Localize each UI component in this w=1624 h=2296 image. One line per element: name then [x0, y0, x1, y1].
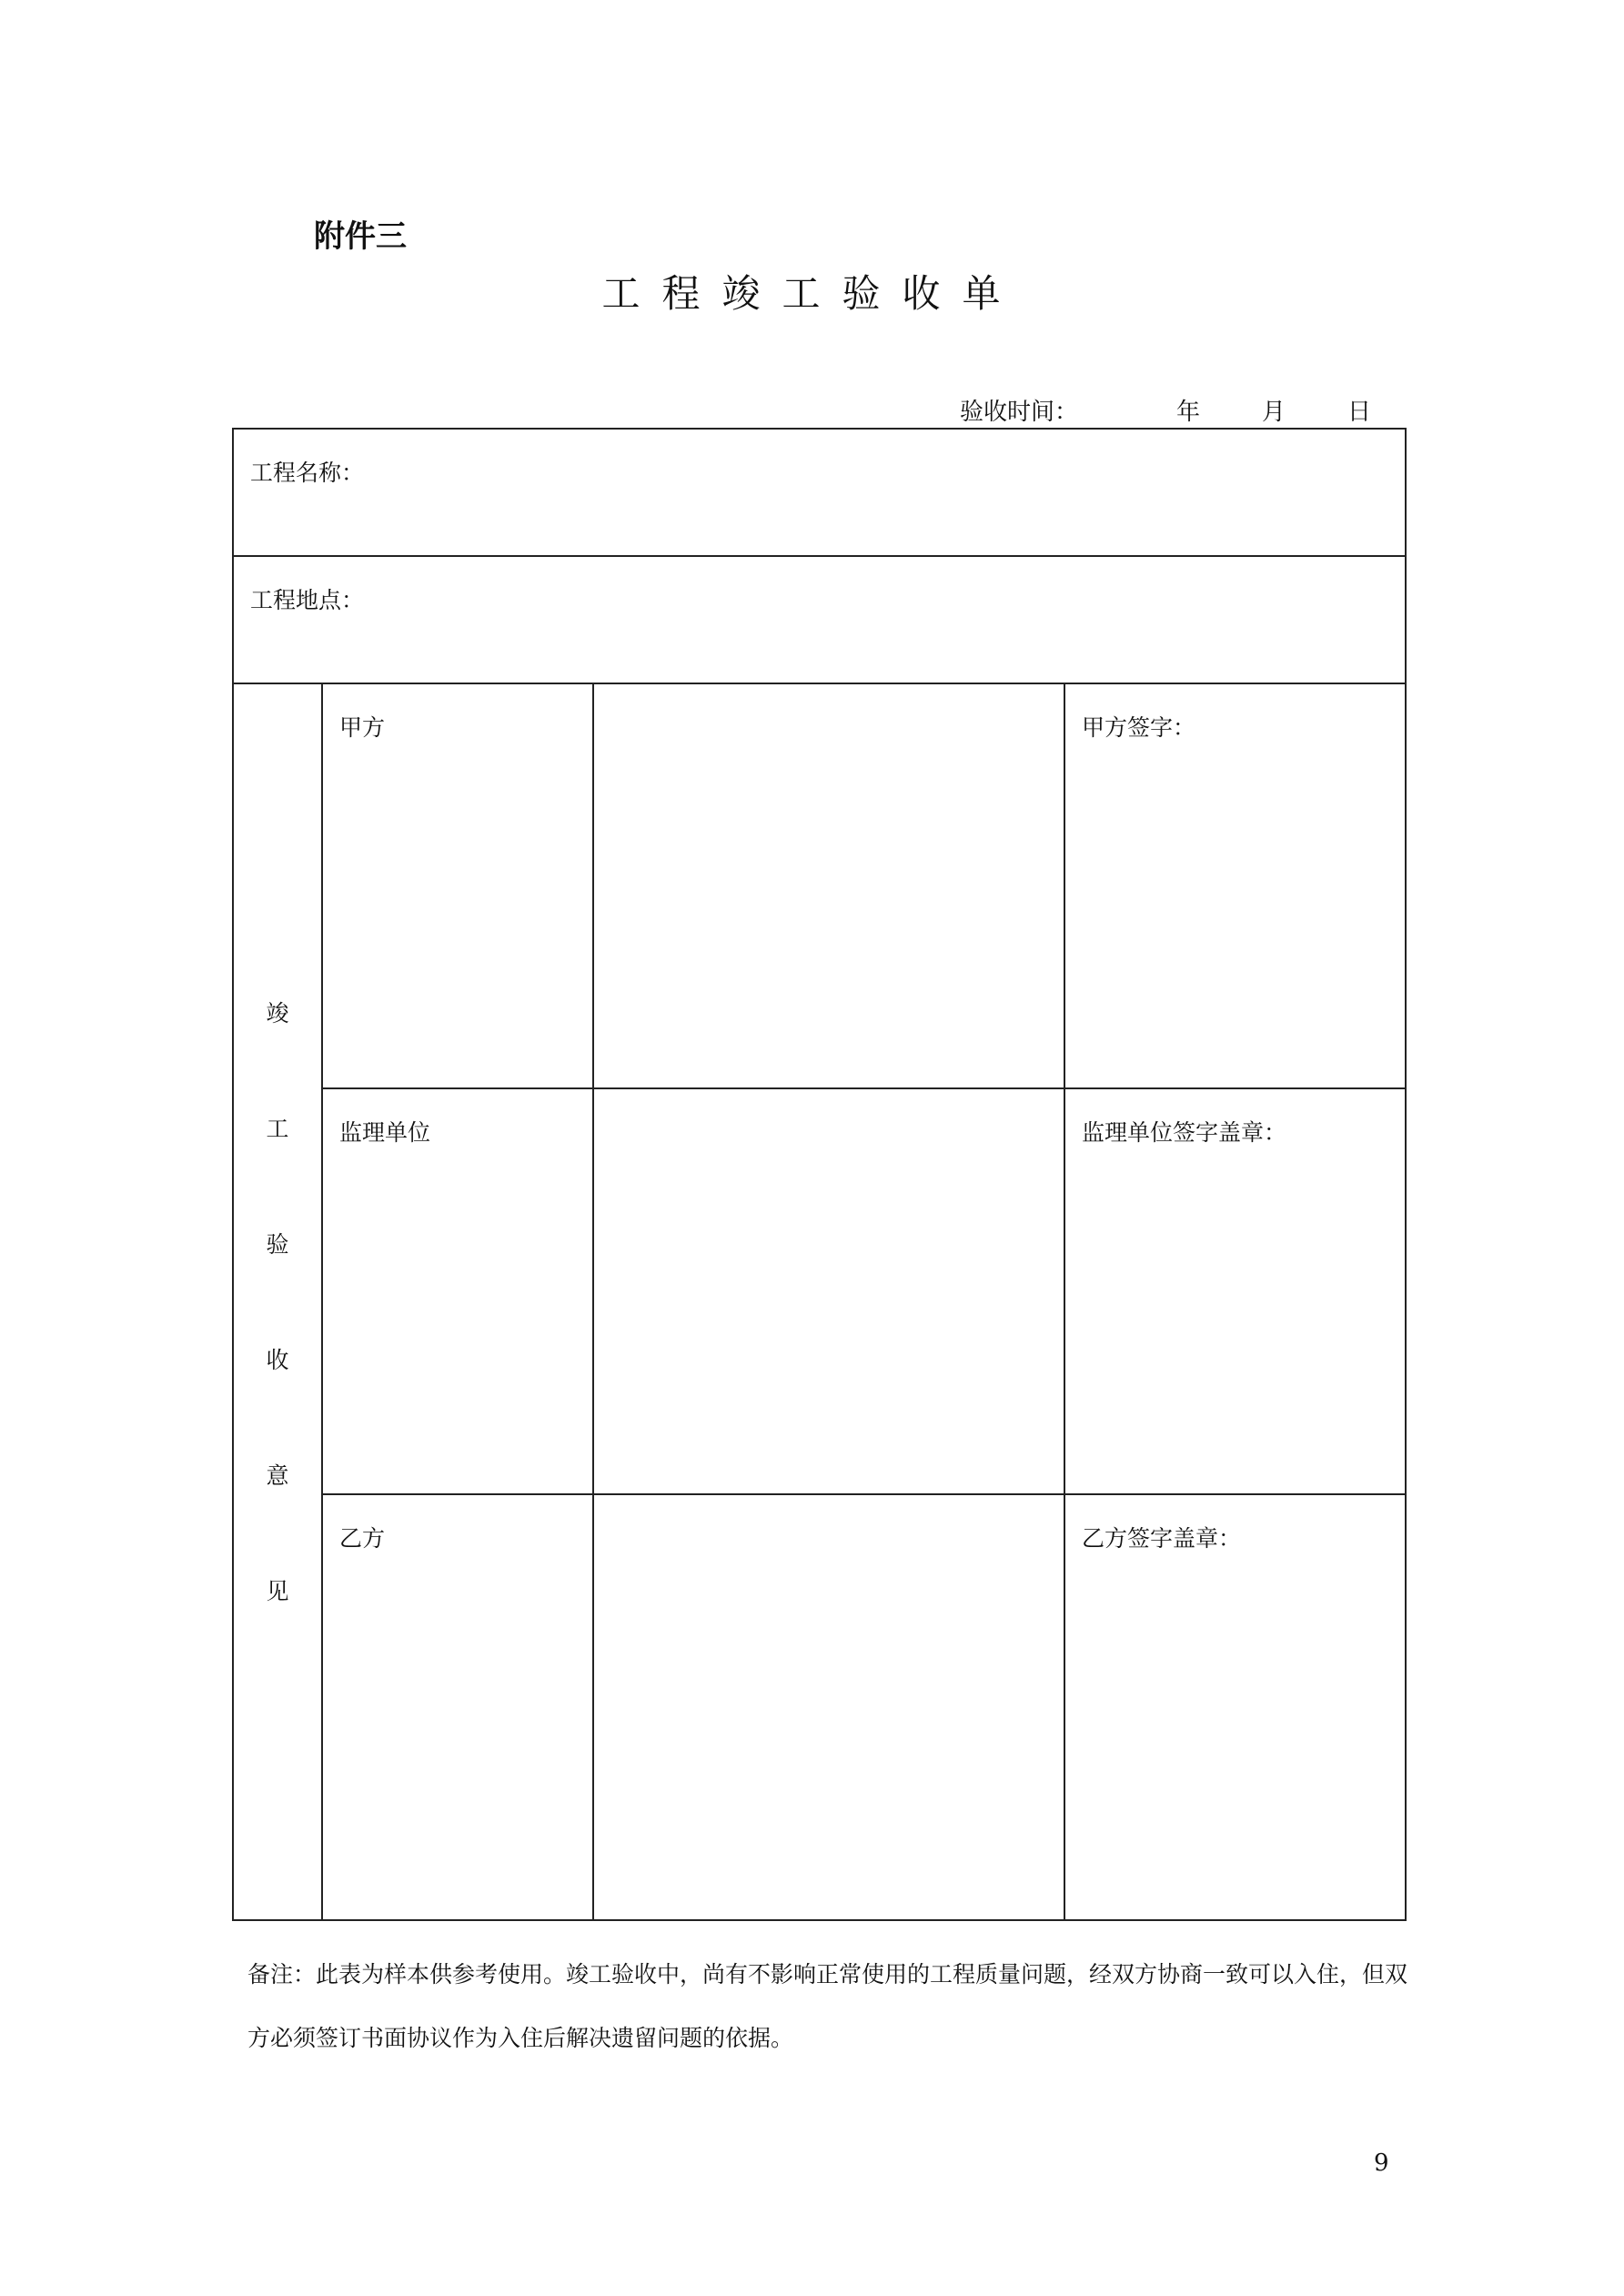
remarks-note: 备注：此表为样本供参考使用。竣工验收中，尚有不影响正常使用的工程质量问题，经双方协商一致可以入住，但双方必须签订书面协议作为入住后解决遗留问题的依据。	[247, 1961, 1408, 2051]
section-label-char: 验	[266, 1230, 289, 1258]
party-a-signature-cell[interactable]	[1064, 683, 1406, 1088]
acceptance-opinion-section-label	[233, 683, 322, 1920]
party-a-signature-label: 甲方签字：	[1082, 714, 1196, 741]
project-location-row	[233, 556, 1406, 683]
party-b-label: 乙方	[339, 1525, 386, 1552]
year-label: 年	[1175, 399, 1200, 426]
party-b-opinion-cell[interactable]	[593, 1494, 1064, 1920]
party-a-opinion-cell[interactable]	[593, 683, 1064, 1088]
month-label: 月	[1261, 399, 1286, 426]
project-location-label: 工程地点：	[250, 587, 365, 613]
party-a-label-cell	[322, 683, 593, 1088]
party-a-label: 甲方	[339, 714, 386, 741]
section-label-char: 工	[266, 1115, 289, 1142]
day-label: 日	[1347, 399, 1371, 426]
project-location-cell[interactable]	[233, 556, 1406, 683]
supervisor-signature-cell[interactable]	[1064, 1088, 1406, 1494]
party-b-label-cell	[322, 1494, 593, 1920]
section-label-char: 意	[266, 1462, 289, 1489]
acceptance-form-table	[232, 428, 1407, 1921]
section-label-char: 收	[266, 1346, 289, 1373]
acceptance-date-label: 验收时间：	[959, 399, 1078, 426]
supervisor-label-cell	[322, 1088, 593, 1494]
attachment-label: 附件三	[314, 218, 407, 255]
party-a-row	[233, 683, 1406, 1088]
supervisor-signature-label: 监理单位签字盖章：	[1082, 1119, 1287, 1146]
party-b-row	[233, 1494, 1406, 1920]
project-name-row	[233, 429, 1406, 556]
section-label-char: 竣	[266, 999, 289, 1027]
project-name-cell[interactable]	[233, 429, 1406, 556]
section-label-char: 见	[266, 1577, 289, 1604]
page-number: 9	[1374, 2149, 1389, 2177]
supervisor-row	[233, 1088, 1406, 1494]
supervisor-opinion-cell[interactable]	[593, 1088, 1064, 1494]
acceptance-date-line	[960, 393, 1371, 427]
project-name-label: 工程名称：	[250, 460, 365, 486]
form-title: 工程竣工验收单	[601, 271, 1023, 316]
supervisor-label: 监理单位	[339, 1119, 431, 1146]
party-b-signature-label: 乙方签字盖章：	[1082, 1525, 1242, 1552]
party-b-signature-cell[interactable]	[1064, 1494, 1406, 1920]
